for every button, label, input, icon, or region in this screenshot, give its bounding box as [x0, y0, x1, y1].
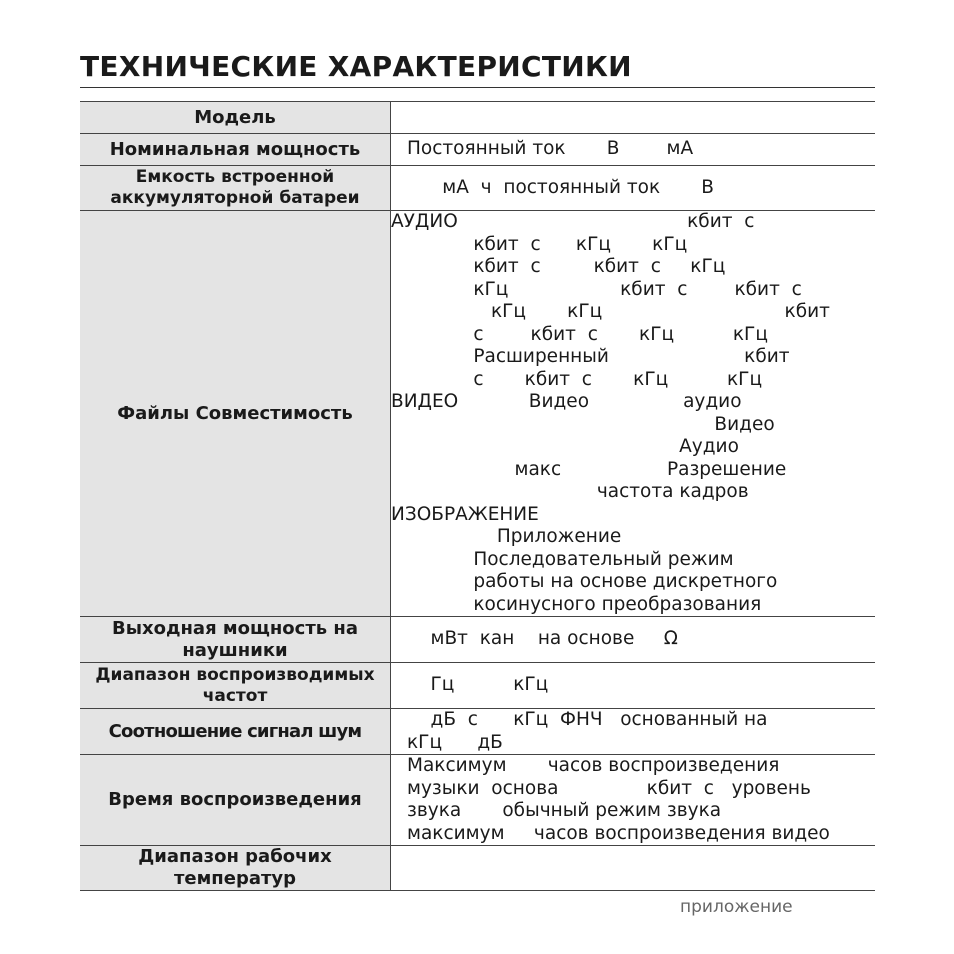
audio-line: кГц кГц кбит	[391, 301, 830, 322]
audio-line: кбит с кГц кГц	[391, 233, 688, 255]
spec-label-playback-time: Время воспроизведения	[80, 755, 391, 846]
spec-value-headphone-output: мВт кан на основе Ω	[407, 628, 678, 650]
spec-label-operating-temp: Диапазон рабочих температур	[80, 846, 391, 891]
table-row	[80, 663, 875, 709]
spec-value-playback-time: максимум часов воспроизведения видео	[407, 822, 830, 844]
audio-line: кбит с кбит с кГц	[391, 256, 726, 277]
spec-value-file-compat	[391, 211, 876, 617]
spec-value-playback-time: звука обычный режим звука	[407, 800, 722, 821]
spec-value-battery-capacity: мА ч постоянный ток В	[407, 176, 714, 198]
video-line: Аудио	[391, 436, 739, 457]
spec-value-frequency-range: Гц кГц	[407, 674, 549, 696]
spec-value-snr: дБ с кГц ФНЧ основанный на	[407, 709, 768, 730]
spec-label-rated-power: Номинальная мощность	[80, 134, 391, 166]
audio-line: кГц кбит с кбит с	[391, 278, 802, 300]
video-line: ВИДЕО Видео аудио	[391, 391, 742, 412]
spec-label-frequency-range: Диапазон воспроизводимых частот	[80, 663, 391, 709]
audio-line: с кбит с кГц кГц	[391, 323, 768, 345]
audio-line: АУДИО кбит с	[391, 211, 755, 232]
spec-value-operating-temp	[391, 846, 876, 891]
spec-label-battery-capacity: Емкость встроенной аккумуляторной батареи	[80, 166, 391, 211]
table-row	[80, 846, 875, 891]
spec-value-snr: кГц дБ	[407, 731, 503, 753]
spec-label-file-compat: Файлы Совместимость	[80, 211, 391, 617]
spec-label-model: Модель	[80, 102, 391, 134]
video-line: Видео	[391, 413, 775, 435]
spec-label-snr: Соотношение сигнал шум	[80, 709, 391, 755]
spec-value-model	[391, 102, 876, 134]
title-divider	[80, 87, 875, 88]
spec-value-playback-time: Максимум часов воспроизведения	[407, 755, 780, 776]
image-line: Приложение	[391, 526, 622, 547]
image-line: косинусного преобразования	[391, 593, 762, 615]
spec-value-playback-time: музыки основа кбит с уровень	[407, 777, 811, 799]
spec-value-rated-power: Постоянный ток В мА	[407, 138, 694, 160]
audio-line: с кбит с кГц кГц	[391, 368, 763, 390]
table-row	[80, 102, 875, 134]
image-line: работы на основе дискретного	[391, 571, 778, 592]
specs-table	[80, 101, 875, 891]
table-row	[80, 755, 875, 846]
spec-label-headphone-output: Выходная мощность на наушники	[80, 617, 391, 663]
table-row	[80, 166, 875, 211]
audio-line: Расширенный кбит	[391, 346, 790, 367]
table-row	[80, 617, 875, 663]
image-line: Последовательный режим	[391, 548, 734, 570]
table-row	[80, 709, 875, 755]
video-line: частота кадров	[391, 481, 749, 502]
footer-label: приложение	[680, 897, 793, 917]
page-title: ТЕХНИЧЕСКИЕ ХАРАКТЕРИСТИКИ	[80, 50, 632, 83]
image-line: ИЗОБРАЖЕНИЕ	[391, 503, 539, 525]
table-row	[80, 211, 875, 617]
video-line: макс Разрешение	[391, 458, 787, 480]
table-row	[80, 134, 875, 166]
